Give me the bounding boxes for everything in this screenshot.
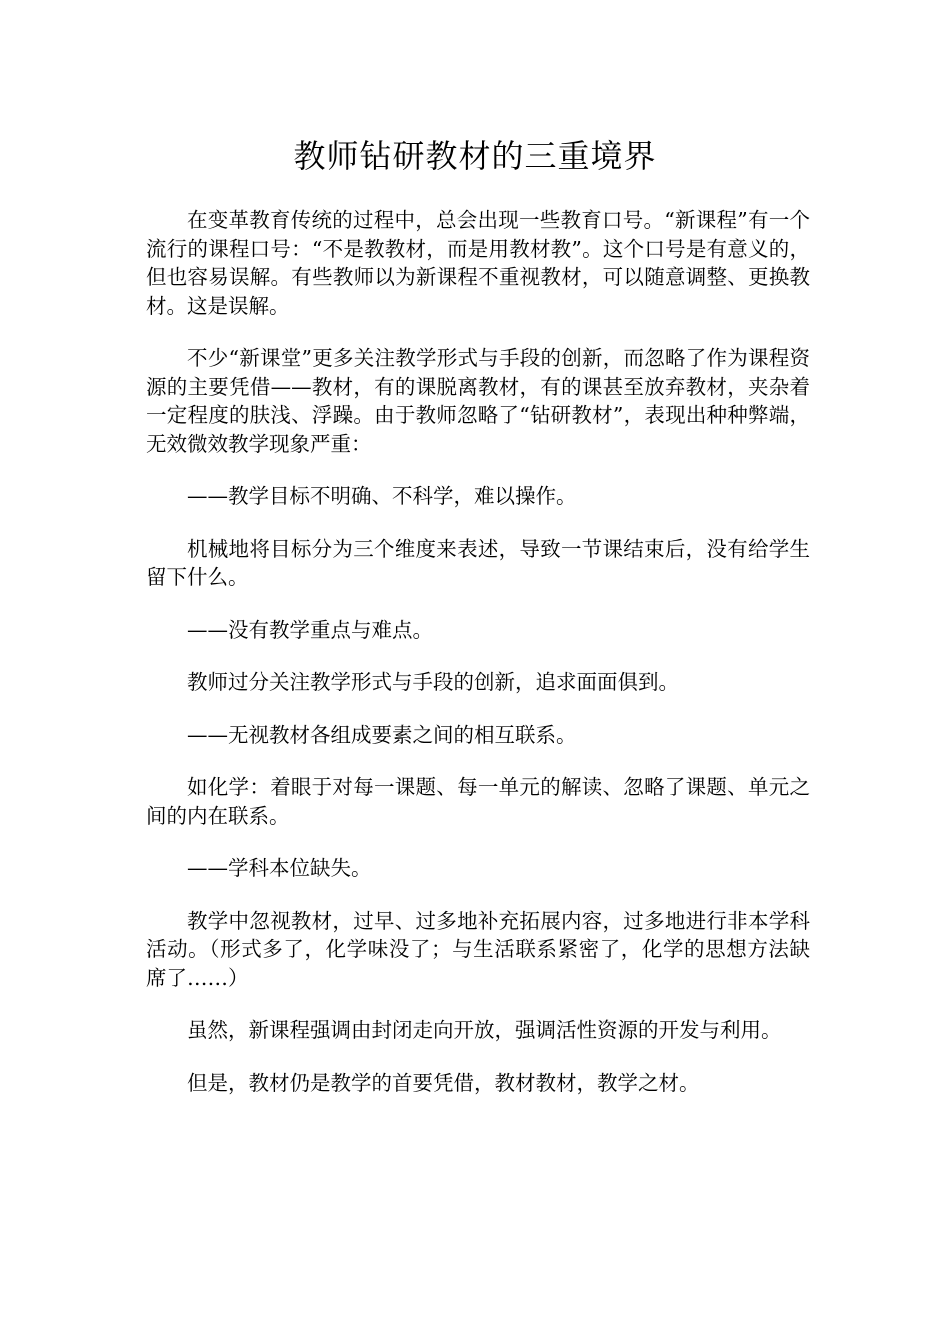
document-title: 教师钻研教材的三重境界 bbox=[293, 137, 657, 175]
paragraph-conclusion: 但是，教材仍是教学的首要凭借，教材教材，教学之材。 bbox=[187, 1070, 700, 1095]
paragraph-issue-3-heading: ——无视教材各组成要素之间的相互联系。 bbox=[187, 722, 577, 747]
paragraph-intro-slogan: 在变革教育传统的过程中，总会出现一些教育口号。“新课程”有一个流行的课程口号：“不是教教材，而是用教材教”。这个口号是有意义的，但也容易误解。有些教师以为新课程不重视教材，可以随意调整、更换教材。这是误解。 bbox=[146, 208, 810, 318]
paragraph-issue-3-detail: 如化学：着眼于对每一课题、每一单元的解读、忽略了课题、单元之间的内在联系。 bbox=[146, 775, 810, 828]
paragraph-issue-4-detail: 教学中忽视教材，过早、过多地补充拓展内容，过多地进行非本学科活动。（形式多了，化学味没了；与生活联系紧密了，化学的思想方法缺席了……） bbox=[146, 908, 810, 990]
document-body bbox=[146, 206, 810, 1121]
paragraph-new-classroom-problems: 不少“新课堂”更多关注教学形式与手段的创新，而忽略了作为课程资源的主要凭借——教材，有的课脱离教材，有的课甚至放弃教材，夹杂着一定程度的肤浅、浮躁。由于教师忽略了“钻研教材”，表现出种种弊端，无效微效教学现象严重： bbox=[146, 346, 810, 456]
paragraph-issue-1-detail: 机械地将目标分为三个维度来表述，导致一节课结束后，没有给学生留下什么。 bbox=[146, 536, 810, 589]
paragraph-open-resources: 虽然，新课程强调由封闭走向开放，强调活性资源的开发与利用。 bbox=[187, 1018, 782, 1042]
paragraph-issue-1-heading: ——教学目标不明确、不科学，难以操作。 bbox=[187, 484, 577, 508]
paragraph-issue-2-detail: 教师过分关注教学形式与手段的创新，追求面面俱到。 bbox=[187, 670, 679, 694]
paragraph-issue-4-heading: ——学科本位缺失。 bbox=[187, 856, 372, 880]
paragraph-issue-2-heading: ——没有教学重点与难点。 bbox=[187, 617, 433, 642]
